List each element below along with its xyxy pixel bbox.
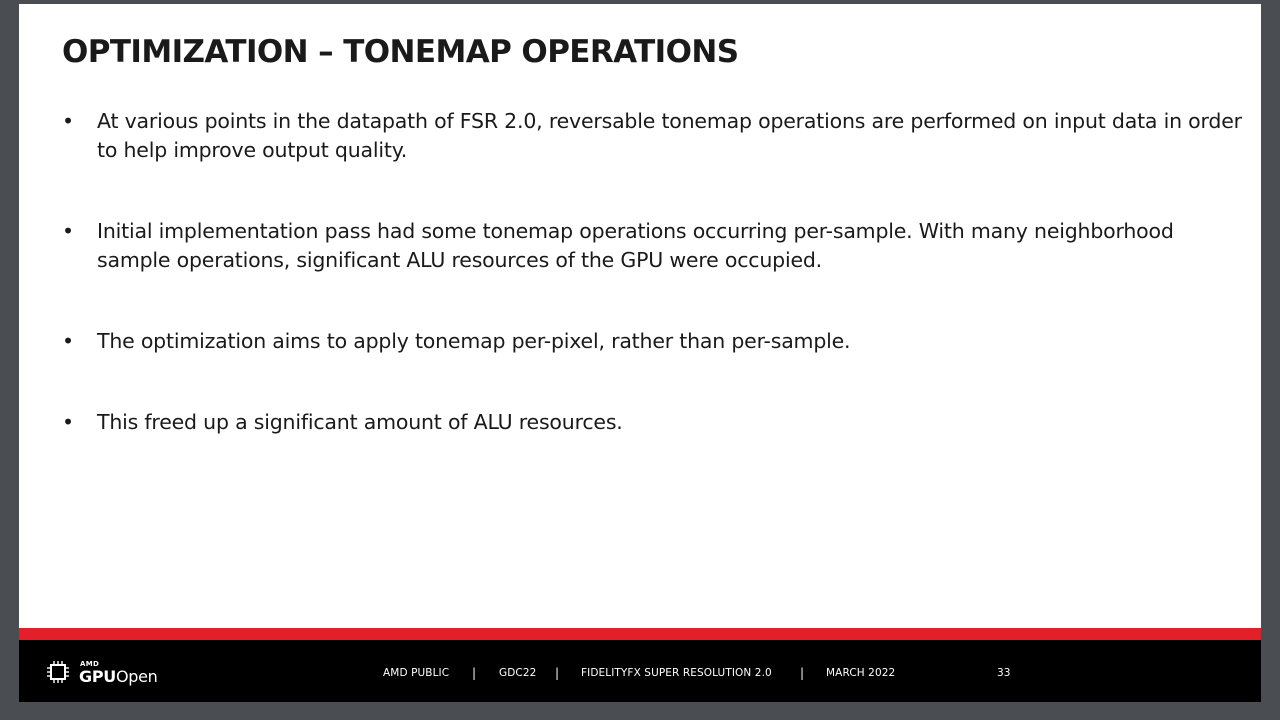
bullet-text: The optimization aims to apply tonemap per-pixel, rather than per-sample.: [97, 329, 851, 353]
gpuopen-wordmark: [79, 667, 158, 686]
footer-accent-bar: [19, 628, 1261, 640]
bullet-text: At various points in the datapath of FSR 2.0, reversable tonemap operations are performed on input data in order to help improve output quality.: [97, 109, 1242, 162]
amd-wordmark: AMD: [80, 660, 100, 668]
slide-title: OPTIMIZATION – TONEMAP OPERATIONS: [62, 34, 739, 70]
open-wordmark: Open: [115, 667, 158, 686]
bullet-text: Initial implementation pass had some tonemap operations occurring per-sample. With many neighborhood sample operations, significant ALU resources of the GPU were occupied.: [97, 219, 1174, 272]
bullet-item: [62, 217, 1242, 275]
bullet-item: [62, 408, 1242, 437]
page-number: 33: [997, 667, 1011, 679]
slide-footer: [19, 640, 1261, 702]
topic-label: FIDELITYFX SUPER RESOLUTION 2.0: [581, 667, 772, 679]
footer-separator: |: [555, 666, 560, 680]
slide: [19, 4, 1261, 702]
bullet-marker: •: [62, 219, 74, 243]
date-label: MARCH 2022: [826, 667, 896, 679]
bullet-text: This freed up a significant amount of ALU resources.: [97, 410, 623, 434]
footer-separator: |: [472, 666, 477, 680]
bullet-marker: •: [62, 109, 74, 133]
gpu-wordmark: GPU: [79, 667, 116, 686]
chip-icon: [47, 661, 69, 683]
event-label: GDC22: [499, 667, 537, 679]
bullet-marker: •: [62, 329, 74, 353]
classification-label: AMD PUBLIC: [383, 667, 450, 679]
bullet-marker: •: [62, 410, 74, 434]
bullet-item: [62, 107, 1242, 165]
bullet-item: [62, 327, 1242, 356]
footer-separator: |: [800, 666, 805, 680]
